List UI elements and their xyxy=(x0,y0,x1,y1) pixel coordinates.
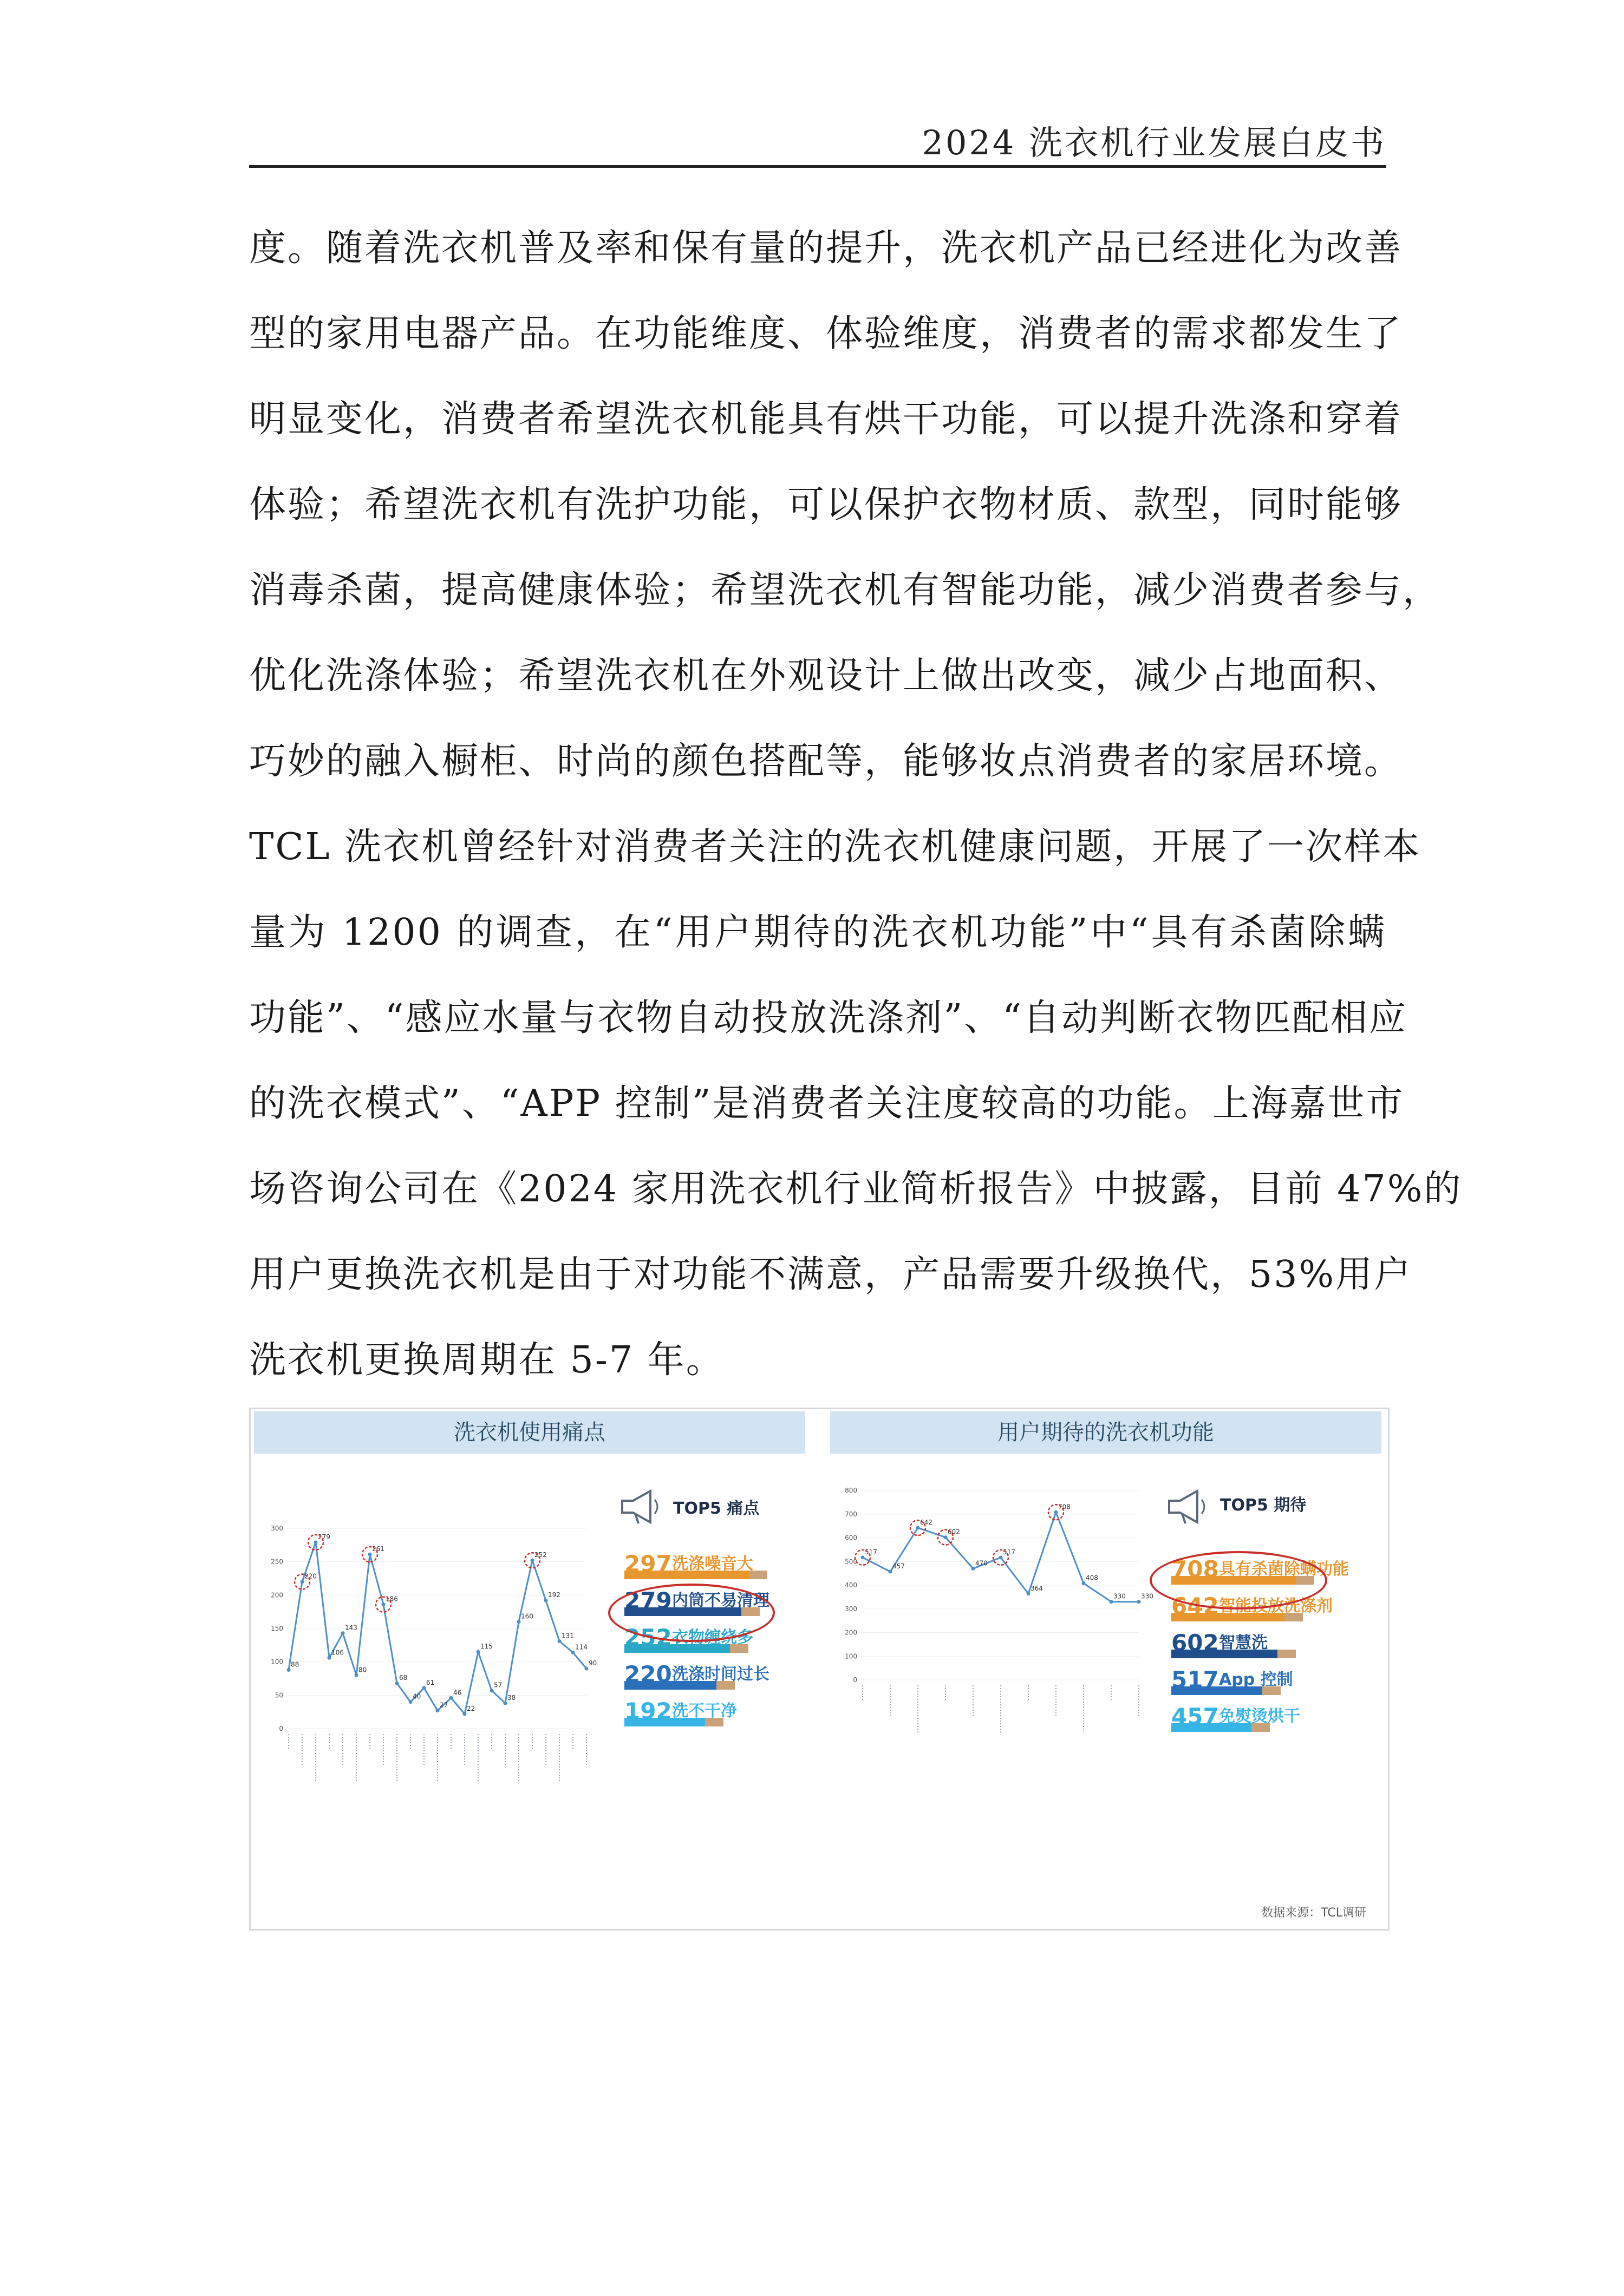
figure-panel xyxy=(249,1408,1390,1931)
top5-value: 192 xyxy=(624,1698,672,1724)
y-tick-label: 100 xyxy=(845,1652,857,1660)
y-tick-label: 250 xyxy=(271,1558,283,1566)
megaphone-icon xyxy=(619,1488,662,1526)
top5-label: 具有杀菌除螨功能 xyxy=(1219,1560,1349,1579)
top5-bar-tail xyxy=(1277,1650,1296,1658)
data-point xyxy=(517,1620,521,1624)
data-point xyxy=(328,1656,331,1660)
data-point xyxy=(889,1570,892,1574)
data-label: 330 xyxy=(1113,1592,1126,1600)
data-label: 61 xyxy=(426,1678,435,1686)
top5-value: 220 xyxy=(624,1661,672,1687)
data-point xyxy=(477,1650,480,1654)
paragraph-line: 体验；希望洗衣机有洗护功能，可以保护衣物材质、款型，同时能够 xyxy=(249,483,1403,526)
data-label: 80 xyxy=(358,1666,367,1674)
data-label: 708 xyxy=(1058,1503,1071,1511)
data-label: 38 xyxy=(507,1694,516,1702)
top5-value: 642 xyxy=(1171,1593,1219,1619)
highlight-circle xyxy=(1150,1551,1327,1610)
paragraph-line: 消毒杀菌，提高健康体验；希望洗衣机有智能功能，减少消费者参与， xyxy=(249,569,1442,612)
megaphone-icon xyxy=(1166,1488,1209,1526)
data-label: 470 xyxy=(975,1559,988,1567)
paragraph-line: 巧妙的融入橱柜、时尚的颜色搭配等，能够妆点消费者的家居环境。 xyxy=(249,740,1403,783)
top5-item xyxy=(1171,1703,1323,1732)
top5-value: 279 xyxy=(624,1587,672,1614)
data-label: 364 xyxy=(1031,1584,1043,1592)
data-point xyxy=(341,1631,345,1635)
y-tick-label: 800 xyxy=(845,1487,857,1494)
right-panel-title: 用户期待的洗衣机功能 xyxy=(830,1411,1381,1454)
paragraph-line: 功能”、“感应水量与衣物自动投放洗涤剂”、“自动判断衣物匹配相应 xyxy=(249,997,1408,1039)
data-point xyxy=(409,1700,413,1704)
expected-functions-line-chart xyxy=(841,1480,1153,1891)
pain-points-line-chart xyxy=(267,1512,597,1902)
paragraph-line: 洗衣机更换周期在 5-7 年。 xyxy=(249,1339,725,1382)
data-point xyxy=(287,1668,291,1672)
data-label: 131 xyxy=(562,1632,574,1640)
data-point xyxy=(395,1682,399,1685)
data-label: 160 xyxy=(521,1612,533,1620)
data-label: 517 xyxy=(1003,1548,1015,1556)
left-panel-title: 洗衣机使用痛点 xyxy=(254,1411,805,1454)
data-label: 115 xyxy=(480,1643,493,1651)
left-top5-list xyxy=(624,1550,769,1734)
data-point xyxy=(999,1555,1003,1559)
top5-label: 洗涤噪音大 xyxy=(672,1554,753,1573)
top5-label: 智能投放洗涤剂 xyxy=(1219,1597,1333,1615)
data-point xyxy=(504,1702,507,1705)
data-label: 220 xyxy=(304,1572,317,1580)
top5-value: 517 xyxy=(1171,1666,1219,1693)
data-point xyxy=(449,1696,453,1700)
data-label: 106 xyxy=(331,1649,344,1657)
data-label: 88 xyxy=(291,1660,299,1669)
y-tick-label: 300 xyxy=(845,1605,857,1613)
data-label: 279 xyxy=(318,1533,330,1541)
data-point xyxy=(571,1651,575,1654)
paragraph-line: 度。随着洗衣机普及率和保有量的提升，洗衣机产品已经进化为改善 xyxy=(249,227,1403,270)
data-label: 330 xyxy=(1141,1592,1153,1600)
data-point xyxy=(301,1580,304,1584)
data-point xyxy=(971,1567,975,1571)
left-top5-heading: TOP5 痛点 xyxy=(673,1499,760,1518)
paragraph-line: TCL 洗衣机曾经针对消费者关注的洗衣机健康问题，开展了一次样本 xyxy=(249,826,1421,868)
top5-label: 衣物缠绕多 xyxy=(672,1628,753,1647)
data-label: 517 xyxy=(865,1548,877,1556)
top5-label: 免熨烫烘干 xyxy=(1219,1707,1300,1726)
top5-item xyxy=(1171,1629,1323,1658)
top5-value: 457 xyxy=(1171,1703,1219,1730)
data-point xyxy=(585,1667,589,1671)
top5-label: 内筒不易清理 xyxy=(672,1591,769,1610)
y-tick-label: 0 xyxy=(279,1725,283,1732)
top5-item xyxy=(624,1660,769,1690)
data-point xyxy=(368,1553,372,1556)
paragraph-line: 用户更换洗衣机是由于对功能不满意，产品需要升级换代，53%用户 xyxy=(249,1253,1413,1296)
data-label: 40 xyxy=(413,1692,421,1700)
right-top5-heading: TOP5 期待 xyxy=(1220,1496,1307,1515)
data-label: 68 xyxy=(399,1674,408,1682)
y-tick-label: 200 xyxy=(271,1591,283,1599)
data-label: 261 xyxy=(372,1545,384,1553)
top5-label: App 控制 xyxy=(1219,1670,1293,1689)
paragraph-line: 场咨询公司在《2024 家用洗衣机行业简析报告》中披露，目前 47%的 xyxy=(249,1168,1463,1211)
paragraph-line: 的洗衣模式”、“APP 控制”是消费者关注度较高的功能。上海嘉世市 xyxy=(249,1082,1405,1125)
top5-label: 洗不干净 xyxy=(672,1702,737,1721)
data-label: 90 xyxy=(589,1659,597,1667)
data-point xyxy=(490,1689,494,1692)
top5-value: 708 xyxy=(1171,1556,1219,1582)
data-label: 408 xyxy=(1086,1574,1098,1582)
y-tick-label: 600 xyxy=(845,1534,857,1542)
data-label: 22 xyxy=(467,1704,475,1712)
y-tick-label: 300 xyxy=(271,1525,283,1532)
body-paragraph xyxy=(249,206,1463,1403)
paragraph-line: 明显变化，消费者希望洗衣机能具有烘干功能，可以提升洗涤和穿着 xyxy=(249,398,1403,441)
y-tick-label: 150 xyxy=(271,1625,283,1632)
data-label: 602 xyxy=(948,1528,960,1536)
paragraph-line: 优化洗涤体验；希望洗衣机在外观设计上做出改变，减少占地面积、 xyxy=(249,655,1403,697)
top5-label: 洗涤时间过长 xyxy=(672,1665,769,1684)
data-label: 642 xyxy=(920,1519,932,1527)
y-tick-label: 500 xyxy=(845,1558,857,1566)
top5-item xyxy=(624,1697,765,1726)
data-point xyxy=(1082,1581,1086,1585)
y-tick-label: 400 xyxy=(845,1581,857,1589)
paragraph-line: 型的家用电器产品。在功能维度、体验维度，消费者的需求都发生了 xyxy=(249,312,1403,355)
data-label: 143 xyxy=(345,1624,357,1632)
data-label: 192 xyxy=(548,1591,560,1599)
top5-value: 602 xyxy=(1171,1630,1219,1656)
page-header xyxy=(249,108,1386,168)
highlight-circle xyxy=(608,1584,775,1642)
data-point xyxy=(1137,1600,1141,1604)
paragraph-line: 量为 1200 的调查，在“用户期待的洗衣机功能”中“具有杀菌除螨 xyxy=(249,911,1386,954)
data-label: 457 xyxy=(892,1562,905,1571)
top5-item xyxy=(624,1550,765,1579)
header-divider xyxy=(249,165,1386,168)
data-point xyxy=(558,1639,562,1643)
data-label: 114 xyxy=(575,1643,588,1651)
top5-item xyxy=(1171,1666,1323,1695)
data-point xyxy=(944,1535,948,1539)
data-point xyxy=(1027,1592,1031,1595)
data-point xyxy=(531,1559,534,1562)
data-label: 46 xyxy=(453,1689,462,1697)
data-label: 57 xyxy=(494,1681,503,1689)
data-label: 186 xyxy=(386,1595,398,1603)
data-source-note: 数据来源：TCL调研 xyxy=(1261,1906,1366,1920)
data-point xyxy=(916,1526,920,1530)
data-point xyxy=(544,1599,548,1602)
top5-value: 297 xyxy=(624,1551,672,1577)
data-point xyxy=(382,1602,386,1606)
y-tick-label: 100 xyxy=(271,1658,283,1666)
data-label: 27 xyxy=(440,1701,448,1709)
top5-label: 智慧洗 xyxy=(1219,1633,1268,1652)
y-tick-label: 700 xyxy=(845,1510,857,1518)
data-point xyxy=(314,1540,318,1544)
data-point xyxy=(355,1673,358,1677)
data-point xyxy=(436,1709,440,1712)
top5-value: 252 xyxy=(624,1624,672,1651)
data-point xyxy=(861,1555,865,1559)
data-point xyxy=(1110,1600,1113,1604)
y-tick-label: 0 xyxy=(853,1676,857,1684)
document-title: 2024 洗衣机行业发展白皮书 xyxy=(922,123,1386,162)
data-point xyxy=(1054,1510,1058,1514)
data-point xyxy=(463,1712,467,1716)
data-label: 252 xyxy=(534,1551,547,1559)
series-line xyxy=(289,1542,586,1714)
y-tick-label: 50 xyxy=(275,1691,283,1699)
data-point xyxy=(422,1686,426,1690)
y-tick-label: 200 xyxy=(845,1628,857,1637)
